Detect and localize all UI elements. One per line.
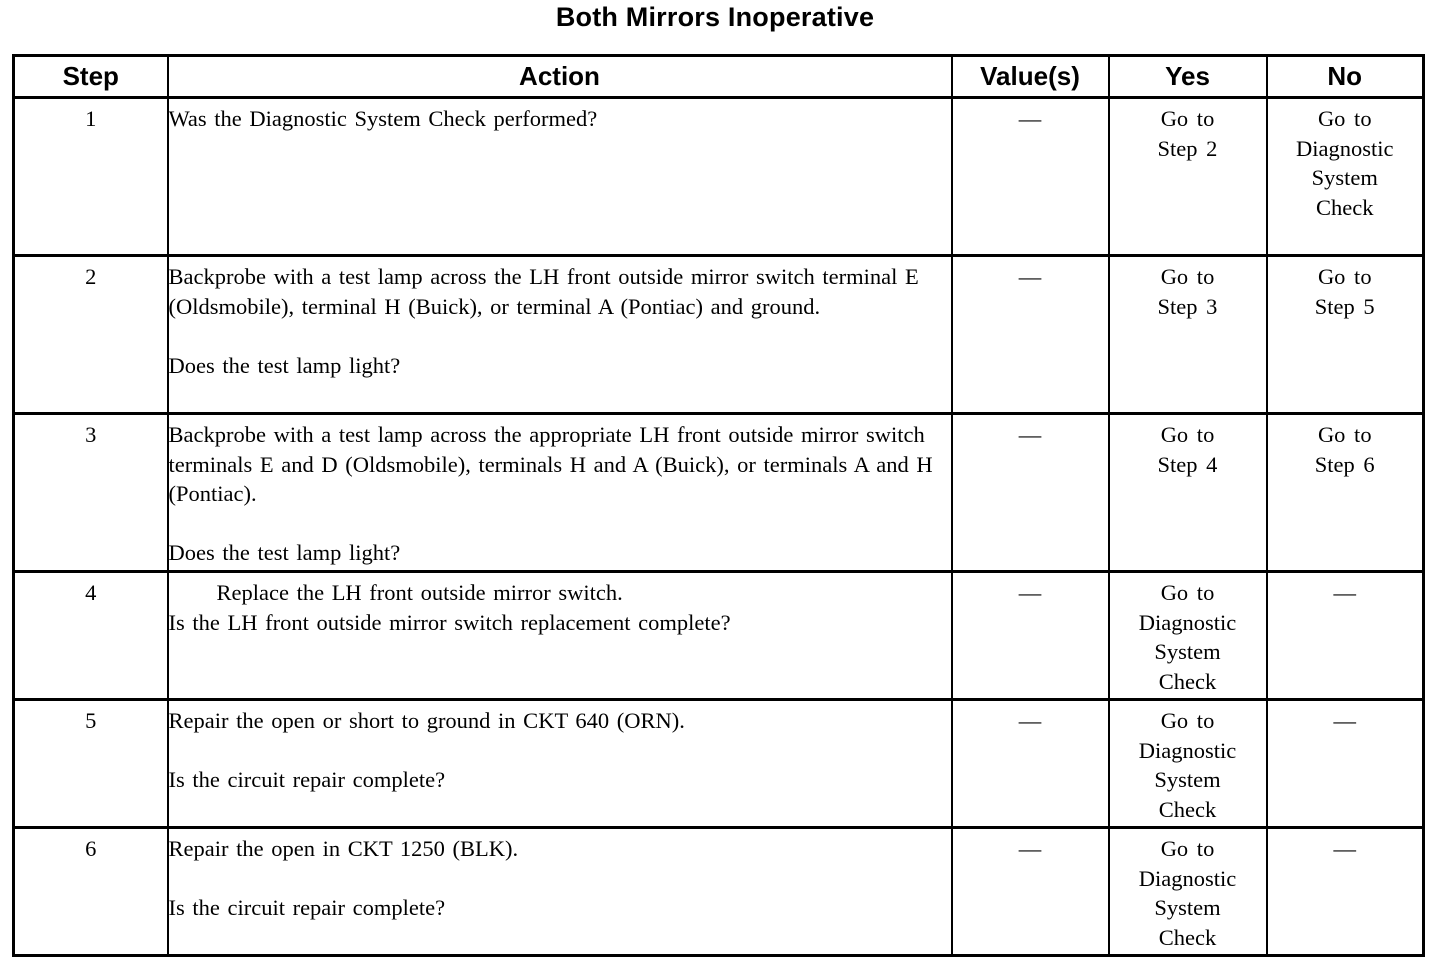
no-cell: [1267, 414, 1424, 572]
page-title: Both Mirrors Inoperative: [555, 2, 875, 32]
action-cell: [168, 572, 952, 700]
spacer: [169, 736, 951, 766]
table-header: [14, 56, 1424, 98]
table-row: [14, 98, 1424, 256]
action-text: Backprobe with a test lamp across the LH front outside mirror switch terminal E (Oldsmobile), terminal H (Buick), or terminal A (Pontiac) and ground.: [168, 264, 919, 319]
no-cell: [1267, 700, 1424, 828]
action-cell: [168, 98, 952, 256]
no-result: Go to Diagnostic System Check: [1296, 106, 1394, 220]
diagnostic-table: [12, 54, 1425, 957]
yes-result: Go to Step 4: [1157, 422, 1218, 477]
no-result: Go to Step 6: [1314, 422, 1375, 477]
table-row: [14, 256, 1424, 414]
action-text: Repair the open or short to ground in CKT 640 (ORN).: [168, 708, 685, 733]
action-cell: [168, 414, 952, 572]
value-cell: —: [952, 256, 1109, 414]
table-row: [14, 572, 1424, 700]
yes-cell: [1109, 700, 1267, 828]
no-cell: [1267, 256, 1424, 414]
step-number: 2: [14, 256, 168, 414]
no-result: —: [1333, 580, 1356, 605]
action-question: Is the circuit repair complete?: [168, 767, 446, 792]
no-cell: [1267, 572, 1424, 700]
no-cell: [1267, 828, 1424, 956]
action-question: Does the test lamp light?: [168, 540, 401, 565]
yes-result: Go to Diagnostic System Check: [1138, 708, 1237, 822]
yes-result: Go to Step 3: [1157, 264, 1218, 319]
table-body: [14, 98, 1424, 956]
table-row: [14, 700, 1424, 828]
yes-cell: [1109, 828, 1267, 956]
action-column-header: Action: [168, 56, 952, 98]
header-row: [14, 56, 1424, 98]
action-cell: [168, 256, 952, 414]
no-result: Go to Step 5: [1314, 264, 1375, 319]
action-cell: [168, 828, 952, 956]
yes-cell: [1109, 572, 1267, 700]
yes-result: Go to Step 2: [1157, 106, 1218, 161]
spacer: [169, 321, 951, 351]
step-column-header: Step: [14, 56, 168, 98]
value-cell: —: [952, 828, 1109, 956]
action-text: Replace the LH front outside mirror switch.: [216, 580, 623, 605]
no-column-header: No: [1267, 56, 1424, 98]
step-number: 5: [14, 700, 168, 828]
action-text: Backprobe with a test lamp across the appropriate LH front outside mirror switch terminals E and D (Oldsmobile), terminals H and A (Buick), or terminals A and H (Pontiac).: [168, 422, 933, 506]
no-cell: [1267, 98, 1424, 256]
yes-cell: [1109, 414, 1267, 572]
spacer: [169, 509, 951, 539]
action-text: Repair the open in CKT 1250 (BLK).: [168, 836, 519, 861]
spacer: [169, 864, 951, 894]
table-row: [14, 414, 1424, 572]
value-cell: —: [952, 572, 1109, 700]
yes-result: Go to Diagnostic System Check: [1138, 580, 1237, 694]
value-cell: —: [952, 98, 1109, 256]
action-question: Is the circuit repair complete?: [168, 895, 446, 920]
step-number: 1: [14, 98, 168, 256]
value-cell: —: [952, 700, 1109, 828]
action-question: Is the LH front outside mirror switch replacement complete?: [168, 609, 731, 635]
action-text: Was the Diagnostic System Check performed?: [168, 106, 598, 131]
yes-cell: [1109, 256, 1267, 414]
table-row: [14, 828, 1424, 956]
step-number: 3: [14, 414, 168, 572]
yes-result: Go to Diagnostic System Check: [1138, 836, 1237, 950]
step-number: 6: [14, 828, 168, 956]
values-column-header: Value(s): [952, 56, 1109, 98]
action-question: Does the test lamp light?: [168, 352, 401, 378]
yes-cell: [1109, 98, 1267, 256]
yes-column-header: Yes: [1109, 56, 1267, 98]
value-cell: —: [952, 414, 1109, 572]
no-result: —: [1333, 708, 1356, 733]
action-cell: [168, 700, 952, 828]
step-number: 4: [14, 572, 168, 700]
no-result: —: [1333, 836, 1356, 861]
